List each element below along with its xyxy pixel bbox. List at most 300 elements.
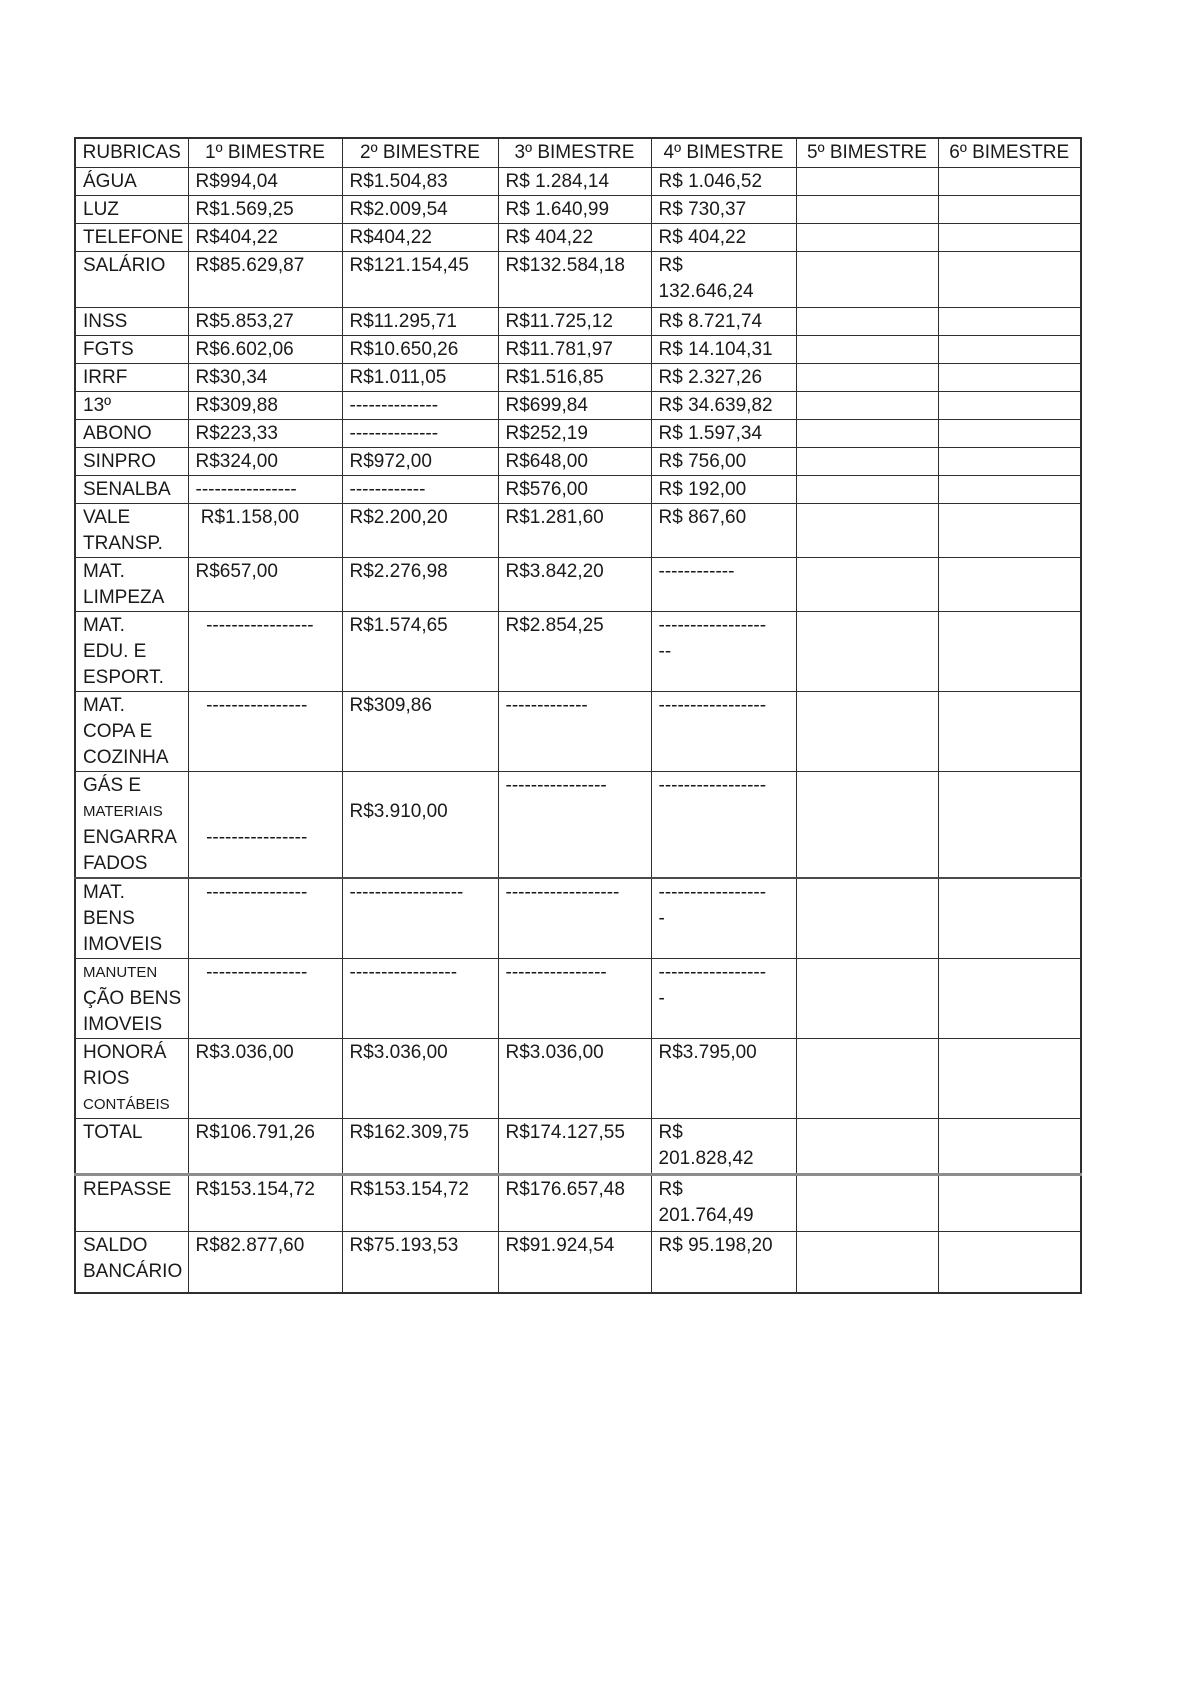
table-row [75,363,1081,391]
table-row [75,223,1081,251]
value-cell [651,251,796,307]
value-cell [938,611,1081,691]
column-header: 3º BIMESTRE [498,138,651,167]
value-cell [188,223,342,251]
expenses-table [74,137,1082,1294]
cell-line: TOTAL [83,1122,143,1143]
cell-line [196,799,340,825]
row-label-cell [75,195,188,223]
value-cell [651,1175,796,1232]
table-row [75,959,1081,1039]
value-cell [651,1039,796,1119]
row-label-cell [75,307,188,335]
cell-line: ------------ [658,560,735,582]
cell-line: ------------ [349,478,426,500]
cell-line: R$11.725,12 [505,310,613,332]
cell-line: ---------------- [505,962,607,983]
cell-line: R$82.877,60 [195,1235,305,1256]
value-cell [651,1119,796,1175]
cell-line: R$ 404,22 [658,226,747,248]
cell-line: ----------------- [658,774,767,796]
cell-line: R$6.602,06 [195,338,294,360]
value-cell [796,1039,938,1119]
value-cell [651,447,796,475]
value-cell [938,878,1081,959]
cell-line: ----------------- [658,614,767,636]
table-row [75,167,1081,195]
value-cell [188,503,342,557]
value-cell [498,959,651,1039]
row-label-cell [75,1232,188,1293]
cell-line: R$994,04 [195,170,278,192]
value-cell [498,771,651,878]
value-cell [188,391,342,419]
value-cell [188,335,342,363]
cell-line: R$132.584,18 [505,254,625,276]
cell-line: R$176.657,48 [505,1179,625,1200]
value-cell [188,475,342,503]
cell-line: R$11.295,71 [349,310,457,332]
table-row [75,475,1081,503]
cell-line [350,773,496,799]
cell-line: R$3.795,00 [658,1042,757,1063]
value-cell [342,959,498,1039]
cell-line: SALÁRIO [83,254,166,276]
header-row [75,138,1081,167]
cell-line: R$1.158,00 [195,506,300,528]
value-cell [796,251,938,307]
cell-line: R$3.036,00 [195,1042,294,1063]
value-cell [188,959,342,1039]
cell-line: R$3.842,20 [505,560,604,582]
value-cell [938,391,1081,419]
value-cell [188,1175,342,1232]
cell-line: R$2.854,25 [505,614,604,636]
value-cell [342,691,498,771]
cell-line: COPA E [83,720,153,742]
cell-line: EDU. E [83,640,147,662]
value-cell [342,195,498,223]
value-cell [938,447,1081,475]
value-cell [498,335,651,363]
cell-line: R$106.791,26 [195,1122,315,1143]
row-label-cell [75,878,188,959]
cell-line: LIMPEZA [83,586,165,608]
row-label-cell [75,611,188,691]
cell-line: GÁS E [83,774,142,796]
cell-line: R$2.009,54 [349,198,448,220]
value-cell [342,475,498,503]
value-cell [651,557,796,611]
cell-line: R$ [658,1122,683,1143]
value-cell [342,419,498,447]
value-cell [342,167,498,195]
value-cell [938,251,1081,307]
column-header: 5º BIMESTRE [796,138,938,167]
table-row [75,878,1081,959]
value-cell [342,1175,498,1232]
cell-line: ----------------- [349,962,458,983]
cell-line: ÇÃO BENS [83,988,182,1009]
value-cell [796,1175,938,1232]
cell-line: 13º [83,394,112,416]
value-cell [796,771,938,878]
cell-line: ---------------- [195,882,308,903]
value-cell [498,691,651,771]
value-cell [938,1232,1081,1293]
cell-line: ÁGUA [83,170,137,192]
column-header: 4º BIMESTRE [651,138,796,167]
cell-line: R$ [658,1179,683,1200]
value-cell [342,391,498,419]
cell-line: -------------- [349,394,439,416]
cell-line: R$1.504,83 [349,170,448,192]
cell-line: IMOVEIS [83,1014,163,1035]
value-cell [796,475,938,503]
cell-line: MAT. [83,614,125,636]
value-cell [498,223,651,251]
value-cell [651,307,796,335]
value-cell [651,335,796,363]
value-cell [938,1039,1081,1119]
value-cell [651,223,796,251]
table-row [75,335,1081,363]
cell-line: R$ 1.284,14 [505,170,610,192]
cell-line: FGTS [83,338,134,360]
cell-line: R$2.276,98 [349,560,448,582]
cell-line: R$ 1.046,52 [658,170,763,192]
value-cell [651,691,796,771]
value-cell [188,419,342,447]
table-row [75,447,1081,475]
value-cell [796,167,938,195]
cell-line: R$324,00 [195,450,278,472]
cell-line: R$10.650,26 [349,338,459,360]
table-row [75,691,1081,771]
cell-line: R$162.309,75 [349,1122,469,1143]
cell-line: R$ 192,00 [658,478,747,500]
cell-line: 132.646,24 [658,280,754,302]
value-cell [498,391,651,419]
value-cell [796,363,938,391]
value-cell [188,1119,342,1175]
cell-line: R$404,22 [195,226,278,248]
cell-line: R$1.569,25 [195,198,294,220]
value-cell [938,363,1081,391]
table-row [75,1039,1081,1119]
cell-line: R$5.853,27 [195,310,294,332]
row-label-cell [75,167,188,195]
value-cell [938,335,1081,363]
value-cell [498,557,651,611]
value-cell [498,167,651,195]
cell-line: ---------------- [195,962,308,983]
cell-line: ----------------- [658,882,767,903]
cell-line: R$576,00 [505,478,588,500]
cell-line: ------------- [505,694,588,716]
value-cell [651,363,796,391]
column-header: 1º BIMESTRE [188,138,342,167]
value-cell [498,1039,651,1119]
value-cell [796,391,938,419]
value-cell [498,1232,651,1293]
row-label-cell [75,251,188,307]
row-label-cell [75,447,188,475]
cell-line: SINPRO [83,450,156,472]
cell-line: IRRF [83,366,128,388]
table-row [75,251,1081,307]
value-cell [796,691,938,771]
value-cell [796,1232,938,1293]
table-row [75,557,1081,611]
cell-line: 201.764,49 [658,1205,754,1226]
cell-line: ---------------- [505,774,607,796]
value-cell [188,251,342,307]
value-cell [938,503,1081,557]
value-cell [651,959,796,1039]
value-cell [342,447,498,475]
cell-line: R$153.154,72 [195,1179,315,1200]
value-cell [498,307,651,335]
cell-line: ENGARRA [83,826,177,848]
table-row [75,391,1081,419]
value-cell [498,878,651,959]
cell-line: R$ 1.640,99 [505,198,610,220]
value-cell [342,771,498,878]
table-body [75,167,1081,1293]
cell-line: REPASSE [83,1179,172,1200]
value-cell [342,307,498,335]
value-cell [796,307,938,335]
value-cell [796,878,938,959]
cell-line: R$11.781,97 [505,338,613,360]
cell-line: R$91.924,54 [505,1235,615,1256]
value-cell [796,195,938,223]
row-label-cell [75,363,188,391]
value-cell [498,447,651,475]
value-cell [498,1175,651,1232]
value-cell [938,419,1081,447]
value-cell [342,611,498,691]
row-label-cell [75,223,188,251]
table-row [75,419,1081,447]
cell-line: R$1.281,60 [505,506,604,528]
value-cell [188,307,342,335]
value-cell [498,195,651,223]
value-cell [938,307,1081,335]
cell-line: RIOS [83,1068,130,1089]
cell-line: INSS [83,310,128,332]
cell-line: TRANSP. [83,532,163,554]
value-cell [498,503,651,557]
value-cell [938,223,1081,251]
cell-line: SENALBA [83,478,171,500]
cell-line: MATERIAIS [83,802,163,820]
value-cell [796,447,938,475]
value-cell [188,878,342,959]
value-cell [938,475,1081,503]
cell-line: R$ 95.198,20 [658,1235,773,1256]
cell-line: FADOS [83,852,148,874]
cell-line: R$309,88 [195,394,278,416]
cell-line: R$ 2.327,26 [658,366,763,388]
cell-line: ESPORT. [83,666,164,688]
value-cell [651,195,796,223]
cell-line: ----------------- [658,962,767,983]
row-label-cell [75,503,188,557]
cell-line: SALDO [83,1235,148,1256]
value-cell [651,611,796,691]
value-cell [342,223,498,251]
value-cell [498,419,651,447]
cell-line: 201.828,42 [658,1148,754,1169]
table-row [75,771,1081,878]
value-cell [938,1119,1081,1175]
cell-line: R$252,19 [505,422,588,444]
value-cell [498,475,651,503]
row-label-cell [75,391,188,419]
cell-line: R$85.629,87 [195,254,305,276]
row-label-cell [75,959,188,1039]
cell-line: MANUTEN [83,964,158,981]
value-cell [651,878,796,959]
row-label-cell [75,1039,188,1119]
value-cell [342,335,498,363]
cell-line: R$75.193,53 [349,1235,459,1256]
value-cell [651,391,796,419]
cell-line: VALE [83,506,131,528]
cell-line: R$972,00 [349,450,432,472]
table-row [75,611,1081,691]
cell-line: R$3.910,00 [349,800,448,822]
value-cell [938,1175,1081,1232]
cell-line: MAT. [83,560,125,582]
value-cell [938,195,1081,223]
value-cell [651,503,796,557]
value-cell [188,1039,342,1119]
cell-line: CONTÁBEIS [83,1096,170,1113]
value-cell [188,771,342,878]
value-cell [342,363,498,391]
value-cell [796,223,938,251]
value-cell [796,1119,938,1175]
value-cell [342,503,498,557]
cell-line: ---------------- [195,694,308,716]
cell-line: R$309,86 [349,694,432,716]
value-cell [342,1119,498,1175]
value-cell [938,167,1081,195]
value-cell [498,611,651,691]
value-cell [796,503,938,557]
table-row [75,1175,1081,1232]
row-label-cell [75,419,188,447]
cell-line: R$3.036,00 [349,1042,448,1063]
row-label-cell [75,1175,188,1232]
table-row [75,1119,1081,1175]
cell-line: R$ 404,22 [505,226,594,248]
value-cell [938,959,1081,1039]
cell-line: R$2.200,20 [349,506,448,528]
cell-line: R$223,33 [195,422,278,444]
cell-line: -- [658,640,672,662]
cell-line [196,773,340,799]
value-cell [342,878,498,959]
cell-line: ---------------- [195,826,308,848]
cell-line: R$ 730,37 [658,198,747,220]
value-cell [651,419,796,447]
value-cell [651,1232,796,1293]
cell-line: R$ 14.104,31 [658,338,773,360]
cell-line: R$1.516,85 [505,366,604,388]
column-header: 2º BIMESTRE [342,138,498,167]
cell-line: R$ 34.639,82 [658,394,773,416]
value-cell [938,771,1081,878]
row-label-cell [75,335,188,363]
cell-line: R$ [658,254,683,276]
cell-line: R$1.011,05 [349,366,447,388]
value-cell [188,195,342,223]
cell-line: R$30,34 [195,366,268,388]
cell-line: -------------- [349,422,439,444]
value-cell [498,1119,651,1175]
cell-line: R$648,00 [505,450,588,472]
value-cell [651,167,796,195]
value-cell [188,167,342,195]
value-cell [342,1232,498,1293]
cell-line: R$404,22 [349,226,432,248]
cell-line: R$699,84 [505,394,588,416]
column-header: 6º BIMESTRE [938,138,1081,167]
cell-line: ----------------- [658,694,767,716]
value-cell [796,419,938,447]
cell-line: R$3.036,00 [505,1042,604,1063]
value-cell [188,611,342,691]
cell-line: ------------------ [349,882,464,903]
value-cell [188,447,342,475]
cell-line: R$ 8.721,74 [658,310,763,332]
table-row [75,195,1081,223]
cell-line: R$1.574,65 [349,614,448,636]
cell-line: R$657,00 [195,560,278,582]
value-cell [342,1039,498,1119]
value-cell [498,251,651,307]
table-row [75,503,1081,557]
value-cell [796,335,938,363]
cell-line: MAT. [83,882,125,903]
value-cell [796,557,938,611]
row-label-cell [75,771,188,878]
row-label-cell [75,1119,188,1175]
cell-line: R$121.154,45 [349,254,469,276]
cell-line: ABONO [83,422,152,444]
cell-line: MAT. [83,694,125,716]
cell-line: ---------------- [195,478,297,500]
value-cell [188,691,342,771]
value-cell [938,557,1081,611]
value-cell [796,959,938,1039]
row-label-cell [75,691,188,771]
value-cell [651,475,796,503]
cell-line: R$ 1.597,34 [658,422,763,444]
cell-line: ------------------ [505,882,620,903]
cell-line: BENS [83,908,135,929]
cell-line: R$153.154,72 [349,1179,469,1200]
cell-line: LUZ [83,198,119,220]
value-cell [342,557,498,611]
cell-line: IMOVEIS [83,934,163,955]
cell-line: ----------------- [195,614,314,636]
cell-line: R$ 867,60 [658,506,747,528]
